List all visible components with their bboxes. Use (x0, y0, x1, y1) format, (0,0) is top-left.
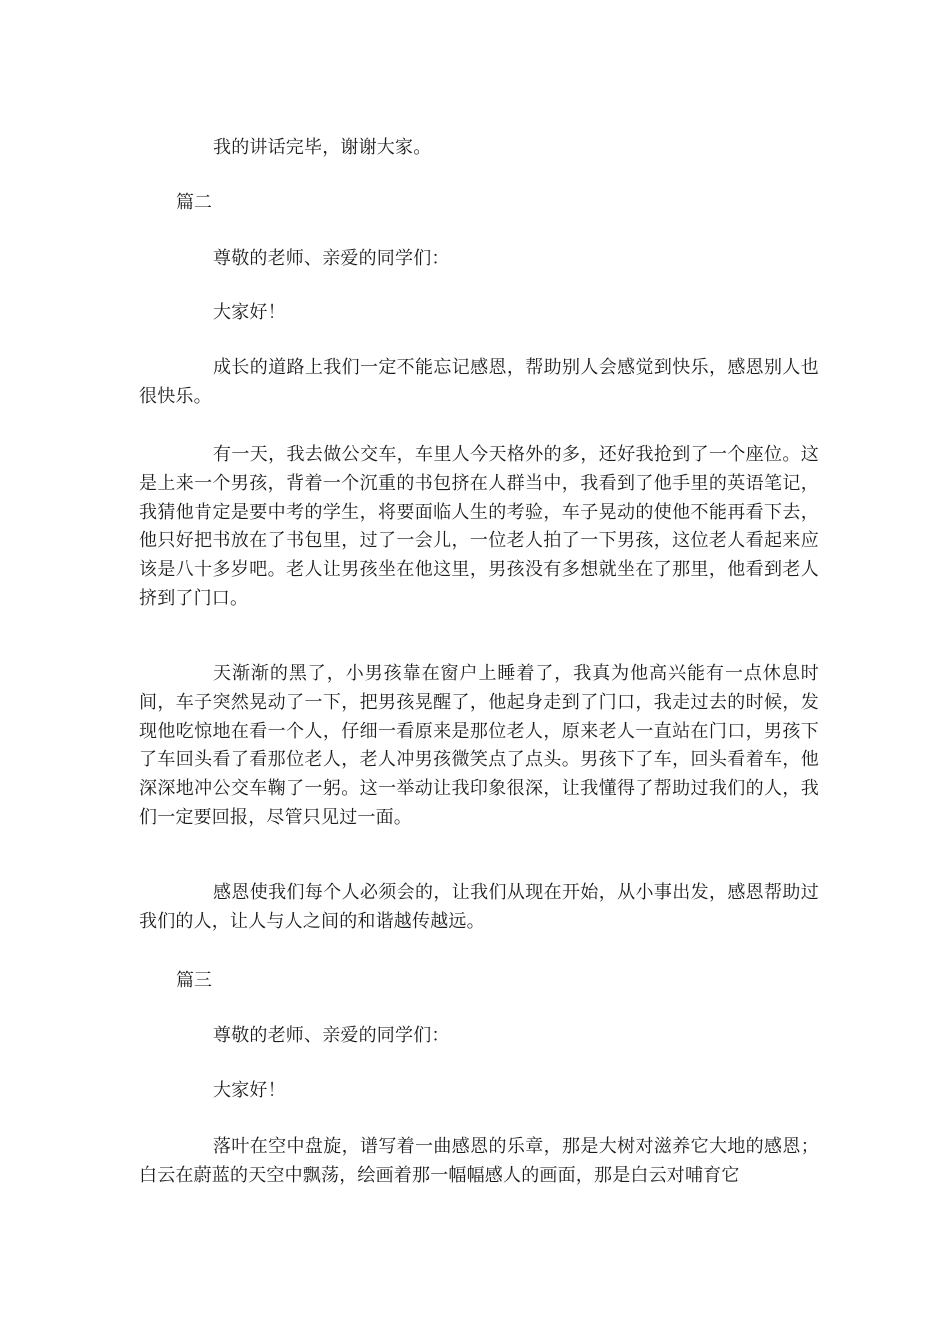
paragraph-body: 成长的道路上我们一定不能忘记感恩，帮助别人会感觉到快乐，感恩别人也很快乐。 (139, 357, 819, 407)
paragraph-closing: 我的讲话完毕，谢谢大家。 (213, 137, 432, 158)
paragraph-body: 天渐渐的黑了，小男孩靠在窗户上睡着了，我真为他高兴能有一点休息时间，车子突然晃动了一下，把男孩晃醒了，他起身走到了门口，我走过去的时候，发现他吃惊地在看一个人，仔细一看原来是那位老人，原来老人一直站在门口，男孩下了车回头看了看那位老人，老人冲男孩微笑点了点头。男孩下了车，回头看着车，他深深地冲公交车鞠了一躬。这一举动让我印象很深，让我懂得了帮助过我们的人，我们一定要回报，尽管只见过一面。 (139, 663, 819, 828)
paragraph-greeting: 大家好！ (213, 302, 286, 323)
section-heading-3: 篇三 (176, 970, 212, 991)
paragraph-body: 落叶在空中盘旋，谱写着一曲感恩的乐章，那是大树对滋养它大地的感恩；白云在蔚蓝的天空中飘荡，绘画着那一幅幅感人的画面，那是白云对哺育它 (139, 1136, 819, 1186)
paragraph-salutation: 尊敬的老师、亲爱的同学们： (213, 248, 450, 269)
section-heading-2: 篇二 (176, 192, 212, 213)
paragraph-salutation: 尊敬的老师、亲爱的同学们： (213, 1025, 450, 1046)
paragraph-body: 有一天，我去做公交车，车里人今天格外的多，还好我抢到了一个座位。这是上来一个男孩，背着一个沉重的书包挤在人群当中，我看到了他手里的英语笔记，我猜他肯定是要中考的学生，将要面临人生的考验，车子晃动的使他不能再看下去，他只好把书放在了书包里，过了一会儿，一位老人拍了一下男孩，这位老人看起来应该是八十多岁吧。老人让男孩坐在他这里，男孩没有多想就坐在了那里，他看到老人挤到了门口。 (139, 444, 819, 609)
paragraph-body: 感恩使我们每个人必须会的，让我们从现在开始，从小事出发，感恩帮助过我们的人，让人与人之间的和谐越传越远。 (139, 882, 819, 932)
paragraph-greeting: 大家好！ (213, 1080, 286, 1101)
